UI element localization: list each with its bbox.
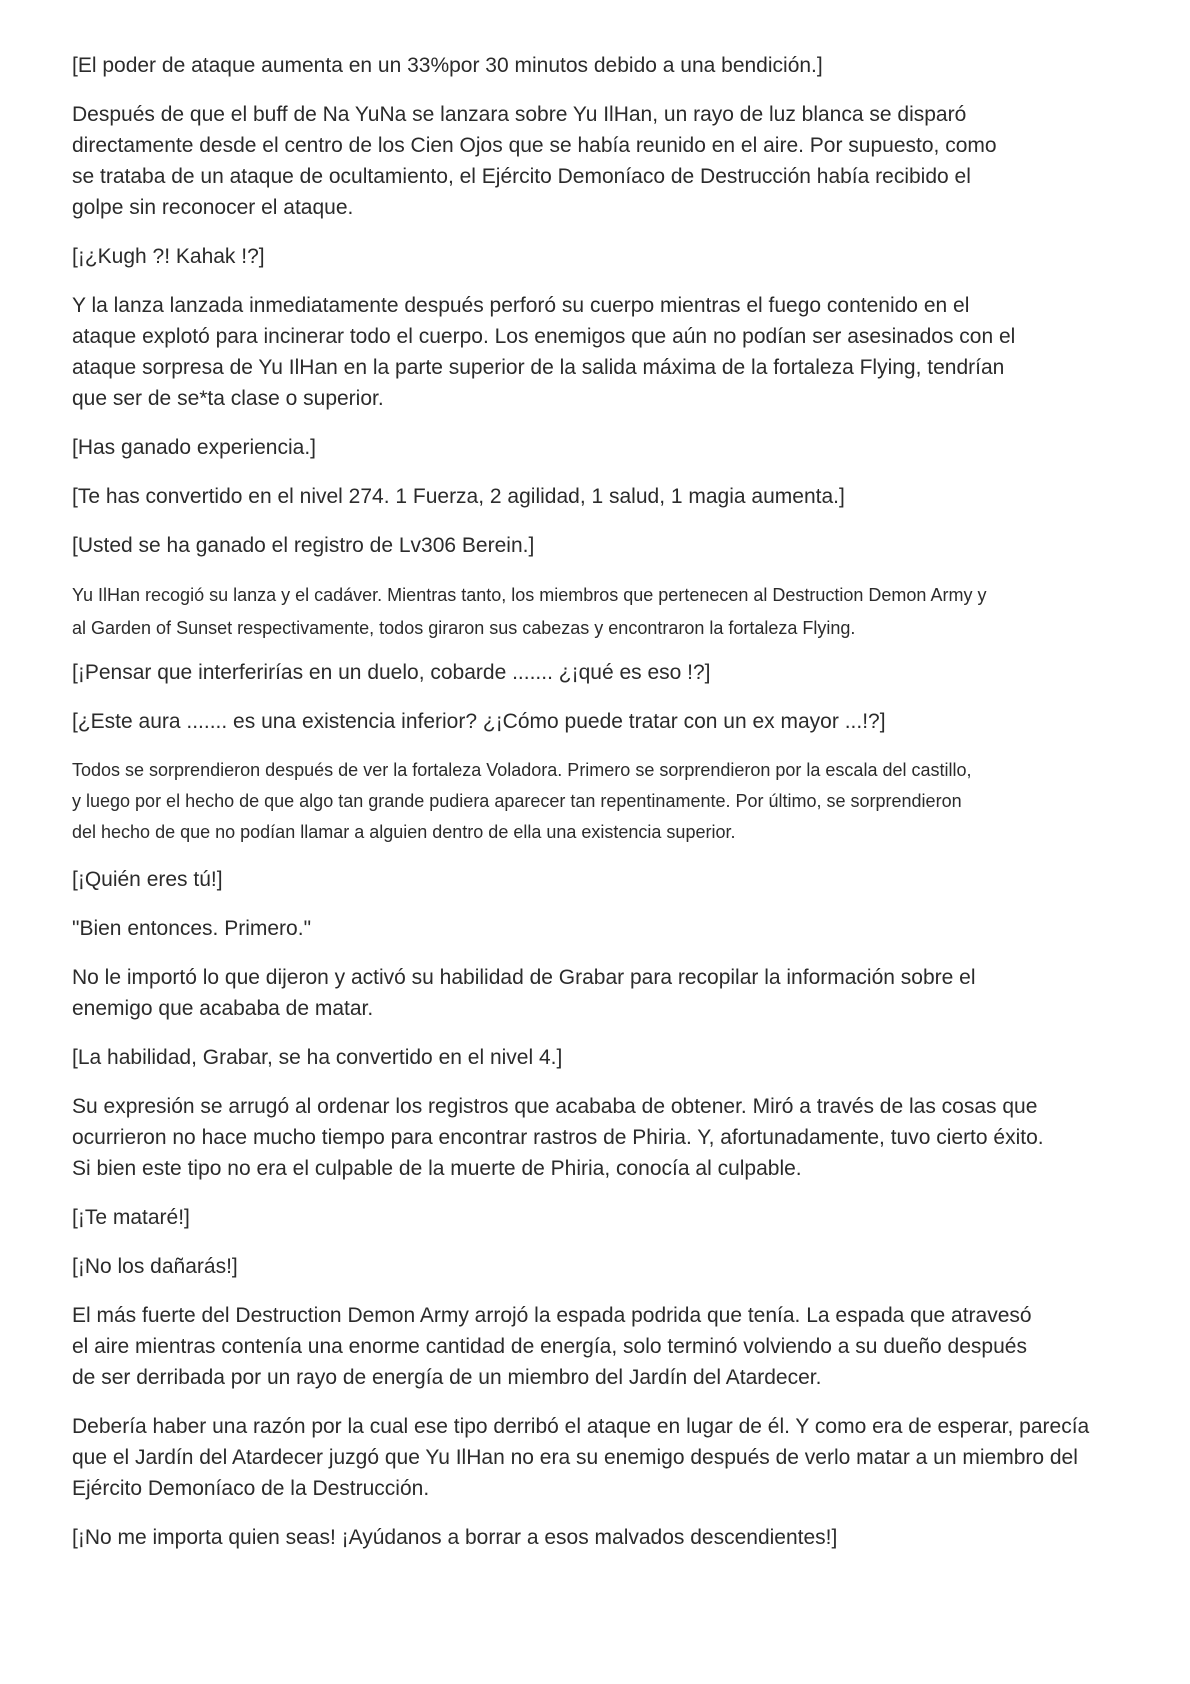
paragraph-aura: [¿Este aura ....... es una existencia inferior? ¿¡Cómo puede tratar con un ex mayor ...!?] [72,710,886,733]
paragraph-help-us: [¡No me importa quien seas! ¡Ayúdanos a borrar a esos malvados descendientes!] [72,1526,838,1549]
paragraph-buff-attack: Después de que el buff de Na YuNa se lanzara sobre Yu IlHan, un rayo de luz blanca se disparó directamente desde el centro de los Cien Ojos que se había reunido en el aire. Por supuesto, como se trataba de un ataque de ocultamiento, el Ejército Demoníaco de Destrucción había recibido el golpe sin reconocer el ataque. [72,103,997,219]
paragraph-spear: Y la lanza lanzada inmediatamente después perforó su cuerpo mientras el fuego contenido en el ataque explotó para incinerar todo el cuerpo. Los enemigos que aún no podían ser asesinados con el ataque sorpresa de Yu IlHan en la parte superior de la salida máxima de la fortaleza Flying, tendrían que ser de se*ta clase o superior. [72,294,1016,410]
paragraph-surprised: Todos se sorprendieron después de ver la fortaleza Voladora. Primero se sorprendieron por la escala del castillo, y luego por el hecho de que algo tan grande pudiera aparecer tan repentinamente. Por último, se sorprendieron del hecho de que no podían llamar a alguien dentro de ella una existencia superior. [72,760,972,842]
paragraph-collect-spear: Yu IlHan recogió su lanza y el cadáver. Mientras tanto, los miembros que pertenecen al Destruction Demon Army y al Garden of Sunset respectivamente, todos giraron sus cabezas y encontraron la fortaleza Flying. [72,585,987,638]
paragraph-experience: [Has ganado experiencia.] [72,436,316,459]
paragraph-level-up: [Te has convertido en el nivel 274. 1 Fuerza, 2 agilidad, 1 salud, 1 magia aumenta.] [72,485,845,508]
paragraph-record-skill: No le importó lo que dijeron y activó su habilidad de Grabar para recopilar la información sobre el enemigo que acababa de matar. [72,966,976,1020]
paragraph-skill-level: [La habilidad, Grabar, se ha convertido en el nivel 4.] [72,1046,563,1069]
document-page [72,50,1132,1571]
paragraph-blessing: [El poder de ataque aumenta en un 33%por 30 minutos debido a una bendición.] [72,54,823,77]
paragraph-rotten-sword: El más fuerte del Destruction Demon Army arrojó la espada podrida que tenía. La espada que atravesó el aire mientras contenía una enorme cantidad de energía, solo terminó volviendo a su dueño después de ser derribada por un rayo de energía de un miembro del Jardín del Atardecer. [72,1304,1032,1389]
paragraph-who-are-you: [¡Quién eres tú!] [72,868,223,891]
paragraph-expression: Su expresión se arrugó al ordenar los registros que acababa de obtener. Miró a través de las cosas que ocurrieron no hace mucho tiempo para encontrar rastros de Phiria. Y, afortunadamente, tuvo cierto éxito. Si bien este tipo no era el culpable de la muerte de Phiria, conocía al culpable. [72,1095,1044,1180]
paragraph-kugh: [¡¿Kugh ?! Kahak !?] [72,245,265,268]
paragraph-kill-you: [¡Te mataré!] [72,1206,190,1229]
paragraph-well-then: "Bien entonces. Primero." [72,917,312,940]
paragraph-reason: Debería haber una razón por la cual ese tipo derribó el ataque en lugar de él. Y como era de esperar, parecía que el Jardín del Atardecer juzgó que Yu IlHan no era su enemigo después de verlo matar a un miembro del Ejército Demoníaco de la Destrucción. [72,1415,1090,1500]
paragraph-no-harm: [¡No los dañarás!] [72,1255,238,1278]
paragraph-record: [Usted se ha ganado el registro de Lv306 Berein.] [72,534,535,557]
paragraph-interfere-duel: [¡Pensar que interferirías en un duelo, cobarde ....... ¿¡qué es eso !?] [72,661,711,684]
